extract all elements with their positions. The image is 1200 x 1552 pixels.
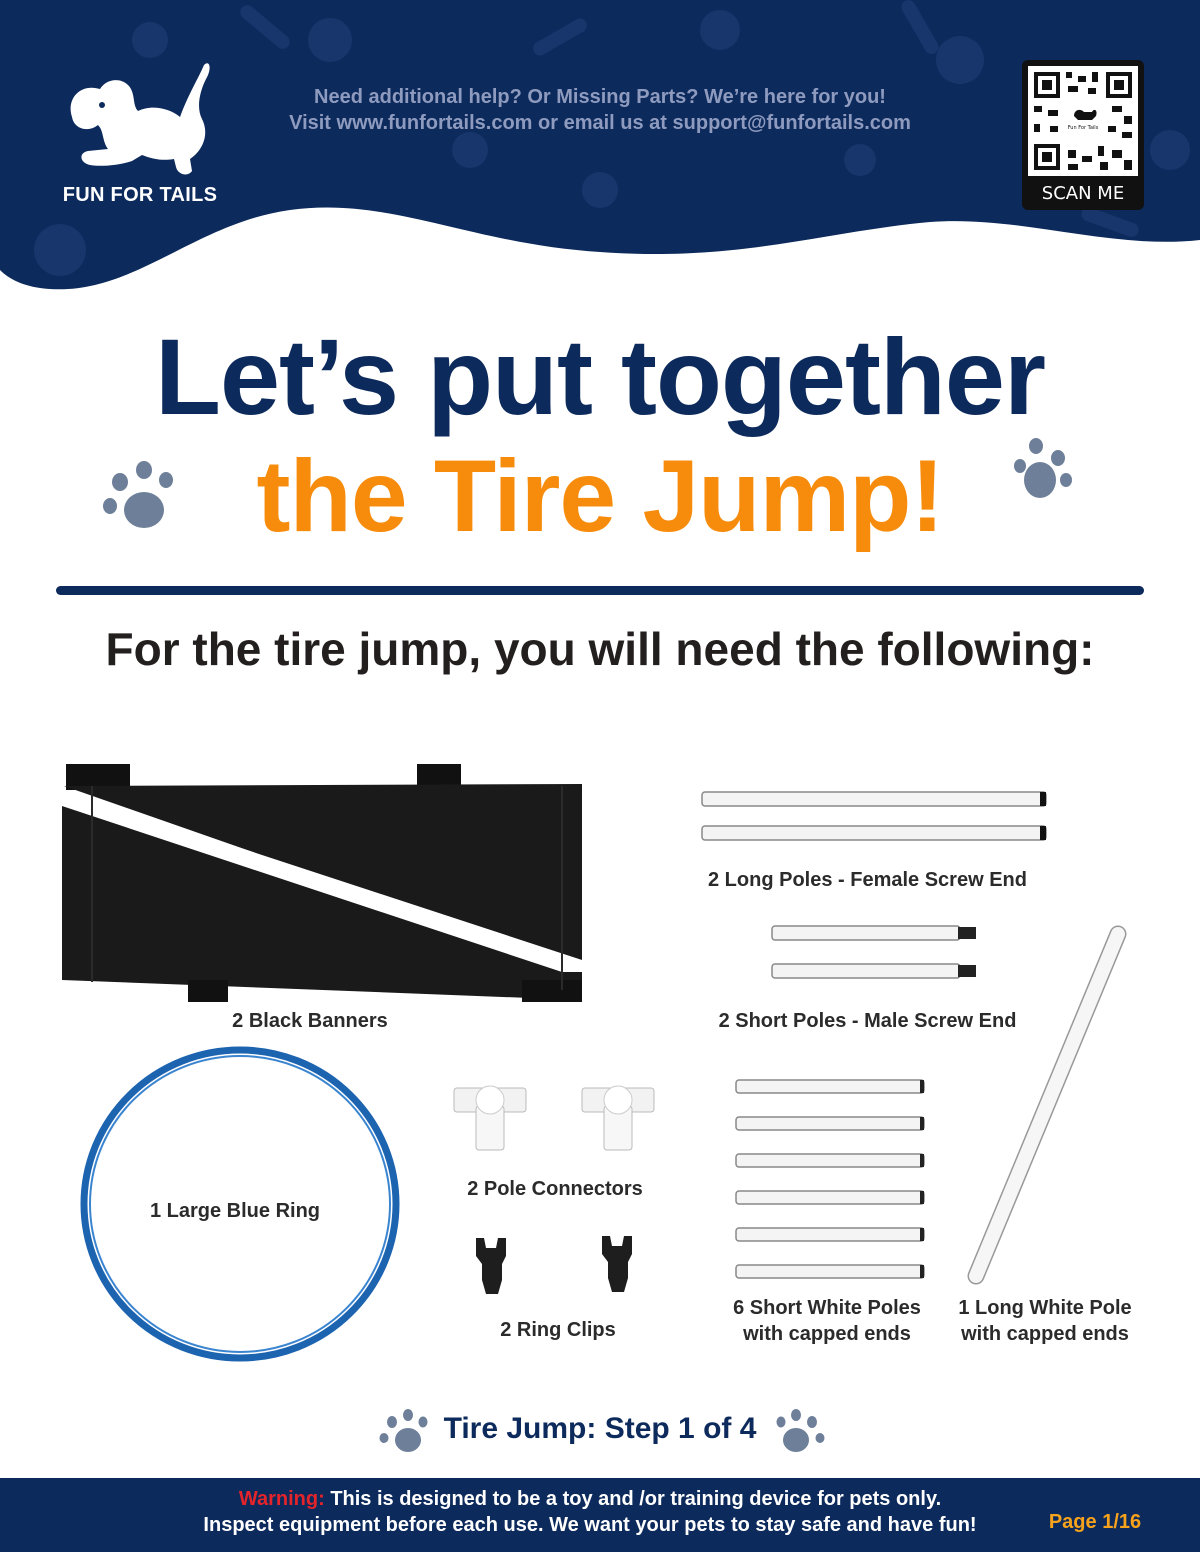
page-number: Page 1/16 xyxy=(1048,1511,1142,1533)
paw-print-icon xyxy=(96,458,182,538)
long-poles-female-image xyxy=(700,788,1050,848)
qr-code-icon xyxy=(1028,66,1138,176)
black-banners-image xyxy=(62,760,587,1005)
label-short-white-poles-2: with capped ends xyxy=(743,1323,911,1345)
help-line-1: Need additional help? Or Missing Parts? We’re here for you! xyxy=(314,86,886,108)
pole-connector-image xyxy=(580,1082,656,1152)
pole-connector-image xyxy=(452,1082,528,1152)
short-white-poles-image xyxy=(734,1076,928,1286)
label-long-white-pole-1: 1 Long White Pole xyxy=(958,1297,1132,1319)
parts-intro-heading: For the tire jump, you will need the following: xyxy=(105,623,1095,675)
warning-label: Warning: xyxy=(238,1488,325,1510)
label-short-poles: 2 Short Poles - Male Screw End xyxy=(718,1010,1017,1032)
warning-text-1: This is designed to be a toy and /or training device for pets only. xyxy=(330,1488,942,1510)
label-black-banners: 2 Black Banners xyxy=(232,1010,388,1032)
label-pole-connectors: 2 Pole Connectors xyxy=(467,1178,643,1200)
short-poles-male-image xyxy=(770,922,980,984)
ring-clip-image xyxy=(598,1234,636,1294)
label-long-white-pole-2: with capped ends xyxy=(961,1323,1129,1345)
ring-clip-image xyxy=(472,1236,510,1296)
step-indicator: Tire Jump: Step 1 of 4 xyxy=(443,1412,757,1445)
label-short-white-poles-1: 6 Short White Poles xyxy=(733,1297,921,1319)
warning-line-2: Inspect equipment before each use. We want your pets to stay safe and have fun! xyxy=(203,1514,977,1536)
qr-scan-label: SCAN ME xyxy=(1041,183,1125,204)
warning-line-1 xyxy=(170,1488,1010,1511)
label-long-poles: 2 Long Poles - Female Screw End xyxy=(708,869,1027,891)
label-blue-ring: 1 Large Blue Ring xyxy=(149,1200,321,1222)
title-divider xyxy=(56,586,1144,595)
paw-print-icon xyxy=(774,1408,826,1456)
brand-name: FUN FOR TAILS xyxy=(62,184,218,206)
label-ring-clips: 2 Ring Clips xyxy=(500,1319,616,1341)
page-title-line-1: Let’s put together xyxy=(155,316,1045,437)
help-line-2[interactable]: Visit www.funfortails.com or email us at support@funfortails.com xyxy=(289,112,911,134)
paw-print-icon xyxy=(1010,436,1076,506)
page-title-line-2: the Tire Jump! xyxy=(256,439,944,553)
qr-center-text: Fun For Tails xyxy=(1067,125,1099,131)
puppy-logo-icon xyxy=(62,55,212,180)
long-white-pole-image xyxy=(960,926,1130,1286)
